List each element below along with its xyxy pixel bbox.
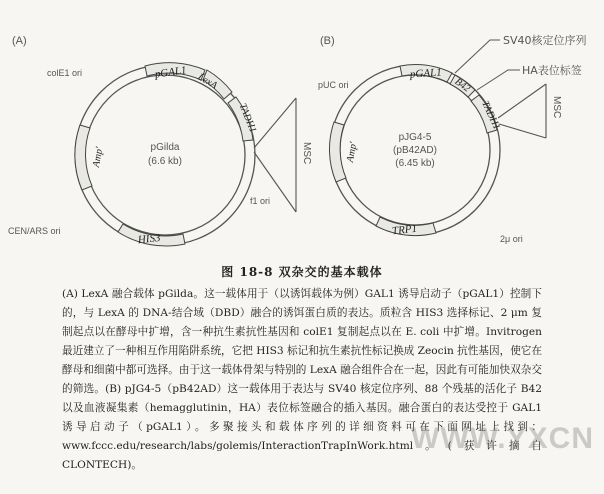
watermark: WWW.YXCN [411, 422, 594, 455]
label-cole1-ori: colE1 ori [47, 68, 83, 78]
panel-a [8, 35, 312, 246]
segment-label-tadh1-a: TADH1 [236, 101, 259, 135]
label-puc-ori: pUC ori [318, 80, 349, 90]
plasmid-b-size: (6.45 kb) [395, 158, 435, 169]
plasmid-a-name: pGilda [150, 142, 180, 153]
panel-b-letter: (B) [320, 35, 335, 47]
segment-label-tadh1-b: TADH1 [479, 99, 503, 132]
segment-label-lexa-a: LexA [195, 71, 219, 92]
panel-b [318, 33, 587, 244]
segment-label-pgal1-a: pGAL1 [154, 64, 188, 81]
sv40-leader-line [455, 40, 500, 73]
label-ha-tag: HA表位标签 [522, 64, 582, 77]
segment-amp-a [75, 125, 92, 190]
segment-amp-b [329, 122, 346, 182]
segment-label-trp1-b: TRP1 [391, 222, 418, 238]
msc-funnel-b [498, 84, 546, 138]
label-msc-b: MSC [551, 96, 562, 119]
plasmid-a-size: (6.6 kb) [148, 156, 182, 167]
label-f1-ori: f1 ori [250, 196, 271, 206]
segment-label-pgal1-b: pGAL1 [409, 66, 443, 81]
label-msc-a: MSC [301, 142, 312, 165]
label-2mu-ori: 2μ ori [500, 234, 523, 244]
segment-label-amp-a: Amp' [90, 146, 106, 169]
segment-label-b42-b: B42 [452, 76, 473, 95]
plasmid-b-name: pJG4-5 [398, 132, 432, 143]
label-cen-ars-ori: CEN/ARS ori [8, 226, 61, 236]
label-sv40-nls: SV40核定位序列 [503, 34, 587, 47]
figure-caption-title: 图 18-8 双杂交的基本载体 [221, 265, 383, 279]
segment-label-amp-b: Amp' [344, 141, 360, 164]
ha-leader-line [477, 70, 520, 90]
msc-funnel-a [254, 98, 296, 212]
plasmid-b-subname: (pB42AD) [393, 145, 437, 156]
segment-label-his3-a: HIS3 [137, 231, 162, 247]
figure-caption-body: (A) LexA 融合载体 pGilda。这一载体用于（以诱饵载体为例）GAL1 诱导启动子（pGAL1）控制下的，与 LexA 的 DNA-结合域（DBD）融合的诱饵蛋白质的表达。质粒含 HIS3 选择标记、2 μm 复制起点以在酵母中扩增，含一种抗生素抗性基因和 colE1 复制起点以在 E. coli 中扩增。Invitrogen 最近建立了一种相互作用陷阱系统，它把 HIS3 标记和抗生素抗性标记换成 Zeocin 抗性基因，使它在酵母和细菌中都可选择。由于这一载体骨架与特别的 LexA 融合组件合在一起，因此有可能加快双杂交的筛选。(B) pJG4-5（pB42AD）这一载体用于表达与 SV40 核定位序列、88 个残基的活化子 B42 以及血液凝集素（hemagglutinin，HA）表位标签融合的插入基因。融合蛋白的表达受控于 GAL1 诱导启动子（pGAL1）。多聚接头和载体序列的详细资料可在下面网址上找到：www.fccc.edu/research/labs/golemis/InteractionTrapInWork.html。(获许摘自 CLONTECH)。 [62, 288, 542, 471]
plasmid-a-inner-ring [85, 75, 245, 235]
panel-a-letter: (A) [12, 35, 27, 47]
